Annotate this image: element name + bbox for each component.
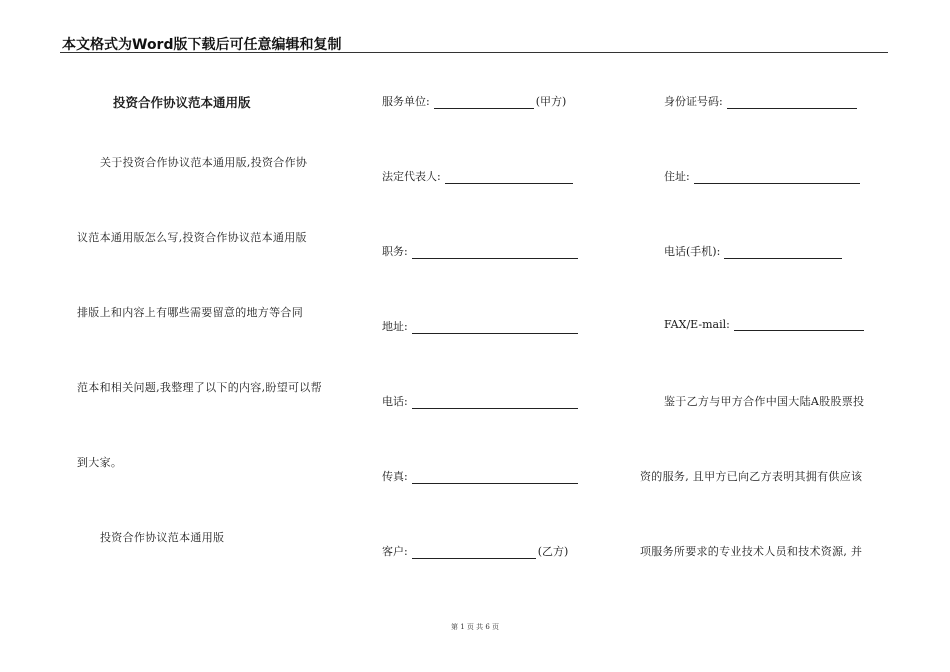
paragraph-line: 议范本通用版怎么写,投资合作协议范本通用版	[77, 231, 307, 244]
blank-line	[727, 96, 857, 109]
field-label: 法定代表人:	[382, 170, 441, 183]
field-label: 住址:	[664, 170, 690, 183]
blank-line	[412, 321, 578, 334]
field-phone	[382, 393, 578, 409]
field-service-unit	[382, 93, 566, 109]
field-suffix: (甲方)	[535, 95, 567, 108]
field-label: 服务单位:	[382, 95, 430, 108]
field-mobile	[664, 243, 842, 259]
blank-line	[412, 546, 536, 559]
blank-line	[734, 318, 864, 331]
field-label: 传真:	[382, 470, 408, 483]
field-label: 电话(手机):	[664, 245, 721, 258]
paragraph-line: 范本和相关问题,我整理了以下的内容,盼望可以帮	[77, 381, 322, 394]
blank-line	[724, 246, 842, 259]
document-header	[60, 34, 888, 53]
field-client	[382, 543, 568, 559]
field-label: 电话:	[382, 395, 408, 408]
blank-line	[412, 396, 578, 409]
blank-line	[445, 171, 573, 184]
field-suffix: (乙方)	[537, 545, 569, 558]
header-text: 本文格式为Word版下载后可任意编辑和复制	[62, 37, 342, 53]
paragraph-line: 项服务所要求的专业技术人员和技术资源, 并	[640, 545, 863, 558]
blank-line	[412, 471, 578, 484]
blank-line	[434, 96, 534, 109]
paragraph-line: 资的服务, 且甲方已向乙方表明其拥有供应该	[640, 470, 863, 483]
field-label: FAX/E-mail:	[664, 318, 730, 331]
field-label: 身份证号码:	[664, 95, 723, 108]
field-residence	[664, 168, 860, 184]
field-fax-email	[664, 318, 864, 331]
blank-line	[412, 246, 578, 259]
field-label: 地址:	[382, 320, 408, 333]
field-label: 职务:	[382, 245, 408, 258]
field-legal-representative	[382, 168, 573, 184]
paragraph-line: 排版上和内容上有哪些需要留意的地方等合同	[77, 306, 303, 319]
paragraph-line: 到大家。	[77, 456, 123, 469]
paragraph-line: 关于投资合作协议范本通用版,投资合作协	[100, 156, 308, 169]
field-label: 客户:	[382, 545, 408, 558]
field-address	[382, 318, 578, 334]
paragraph-line: 鉴于乙方与甲方合作中国大陆A股股票投	[664, 395, 865, 408]
field-id-number	[664, 93, 857, 109]
field-fax	[382, 468, 578, 484]
document-title: 投资合作协议范本通用版	[113, 95, 251, 110]
field-position	[382, 243, 578, 259]
blank-line	[694, 171, 860, 184]
section-heading: 投资合作协议范本通用版	[100, 531, 225, 544]
page-footer: 第 1 页 共 6 页	[450, 623, 500, 631]
